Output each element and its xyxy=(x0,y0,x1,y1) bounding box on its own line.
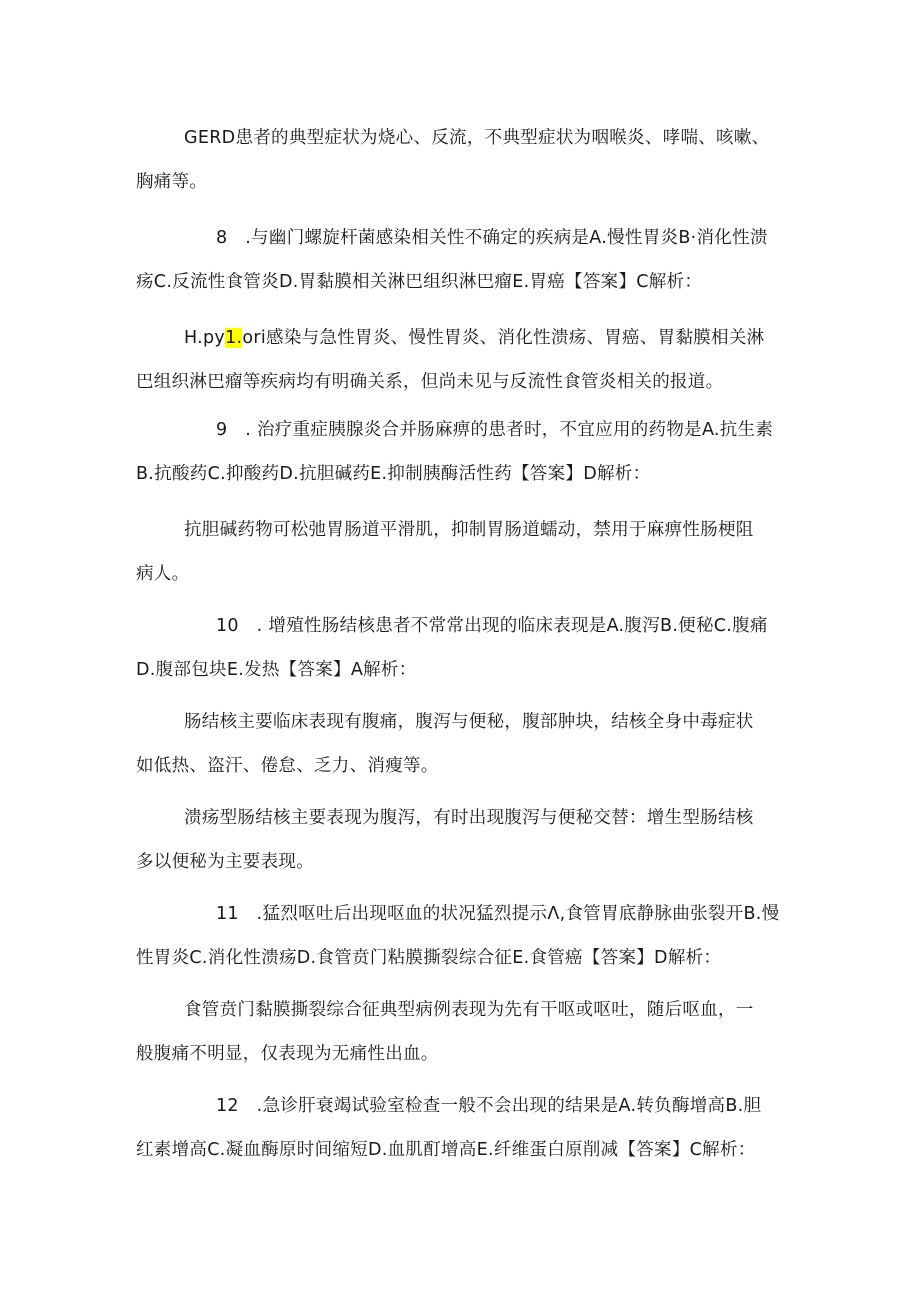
answer-11-explanation xyxy=(136,988,784,1076)
paragraph-gerd-symptoms xyxy=(136,116,784,204)
text-line: B.抗酸药C.抑酸药D.抗胆碱药E.抑制胰酶活性药【答案】D解析： xyxy=(136,464,651,484)
answer-8-explanation xyxy=(136,316,784,404)
text-line: 食管贲门黏膜撕裂综合征典型病例表现为先有干呕或呕吐，随后呕血，一 xyxy=(184,1000,754,1020)
text-line: 9 . 治疗重症胰腺炎合并肠麻痹的患者时，不宜应用的药物是A.抗生素 xyxy=(216,420,774,440)
text-line: 抗胆碱药物可松弛胃肠道平滑肌，抑制胃肠道蠕动，禁用于麻痹性肠梗阻 xyxy=(184,520,754,540)
text-line: 胸痛等。 xyxy=(136,172,208,192)
answer-10-explanation-a xyxy=(136,700,784,788)
text-line: 般腹痛不明显，仅表现为无痛性出血。 xyxy=(136,1044,439,1064)
text-line: 8 .与幽门螺旋杆菌感染相关性不确定的疾病是A.慢性胃炎B·消化性溃 xyxy=(216,228,768,248)
question-11 xyxy=(136,892,784,980)
text-line: 10 . 增殖性肠结核患者不常常出现的临床表现是A.腹泻B.便秘C.腹痛 xyxy=(216,616,768,636)
text-line: 多以便秘为主要表现。 xyxy=(136,852,314,872)
highlighted-text: 1. xyxy=(225,328,243,348)
text-line: 巴组织淋巴瘤等疾病均有明确关系，但尚未见与反流性食管炎相关的报道。 xyxy=(136,372,724,392)
text-line: GERD患者的典型症状为烧心、反流，不典型症状为咽喉炎、哮喘、咳嗽、 xyxy=(184,128,770,148)
question-10 xyxy=(136,604,784,692)
text-line: 病人。 xyxy=(136,564,190,584)
text-line: 溃疡型肠结核主要表现为腹泻，有时出现腹泻与便秘交替：增生型肠结核 xyxy=(184,808,754,828)
text-line: 肠结核主要临床表现有腹痛，腹泻与便秘，腹部肿块，结核全身中毒症状 xyxy=(184,712,754,732)
text-line: D.腹部包块E.发热【答案】A解析： xyxy=(136,660,417,680)
text-line: 如低热、盗汗、倦怠、乏力、消瘦等。 xyxy=(136,756,439,776)
text-line: 11 .猛烈呕吐后出现呕血的状况猛烈提示Λ,食管胃底静脉曲张裂开B.慢 xyxy=(216,904,780,924)
text-segment: H.py xyxy=(184,328,226,348)
answer-9-explanation xyxy=(136,508,784,596)
text-line: 疡C.反流性食管炎D.胃黏膜相关淋巴组织淋巴瘤E.胃癌【答案】C解析： xyxy=(136,272,703,292)
text-line: 12 .急诊肝衰竭试验室检查一般不会出现的结果是A.转负酶增高B.胆 xyxy=(216,1096,762,1116)
question-9 xyxy=(136,408,784,496)
text-line: 红素增高C.凝血酶原时间缩短D.血肌酊增高E.纤维蛋白原削减【答案】C解析： xyxy=(136,1140,756,1160)
text-line xyxy=(136,316,784,360)
question-12 xyxy=(136,1084,784,1172)
question-8 xyxy=(136,216,784,304)
text-segment: ori感染与急性胃炎、慢性胃炎、消化性溃疡、胃癌、胃黏膜相关淋 xyxy=(242,328,765,348)
answer-10-explanation-b xyxy=(136,796,784,884)
text-line: 性胃炎C.消化性溃疡D.食管贲门粘膜撕裂综合征E.食管癌【答案】D解析： xyxy=(136,948,722,968)
